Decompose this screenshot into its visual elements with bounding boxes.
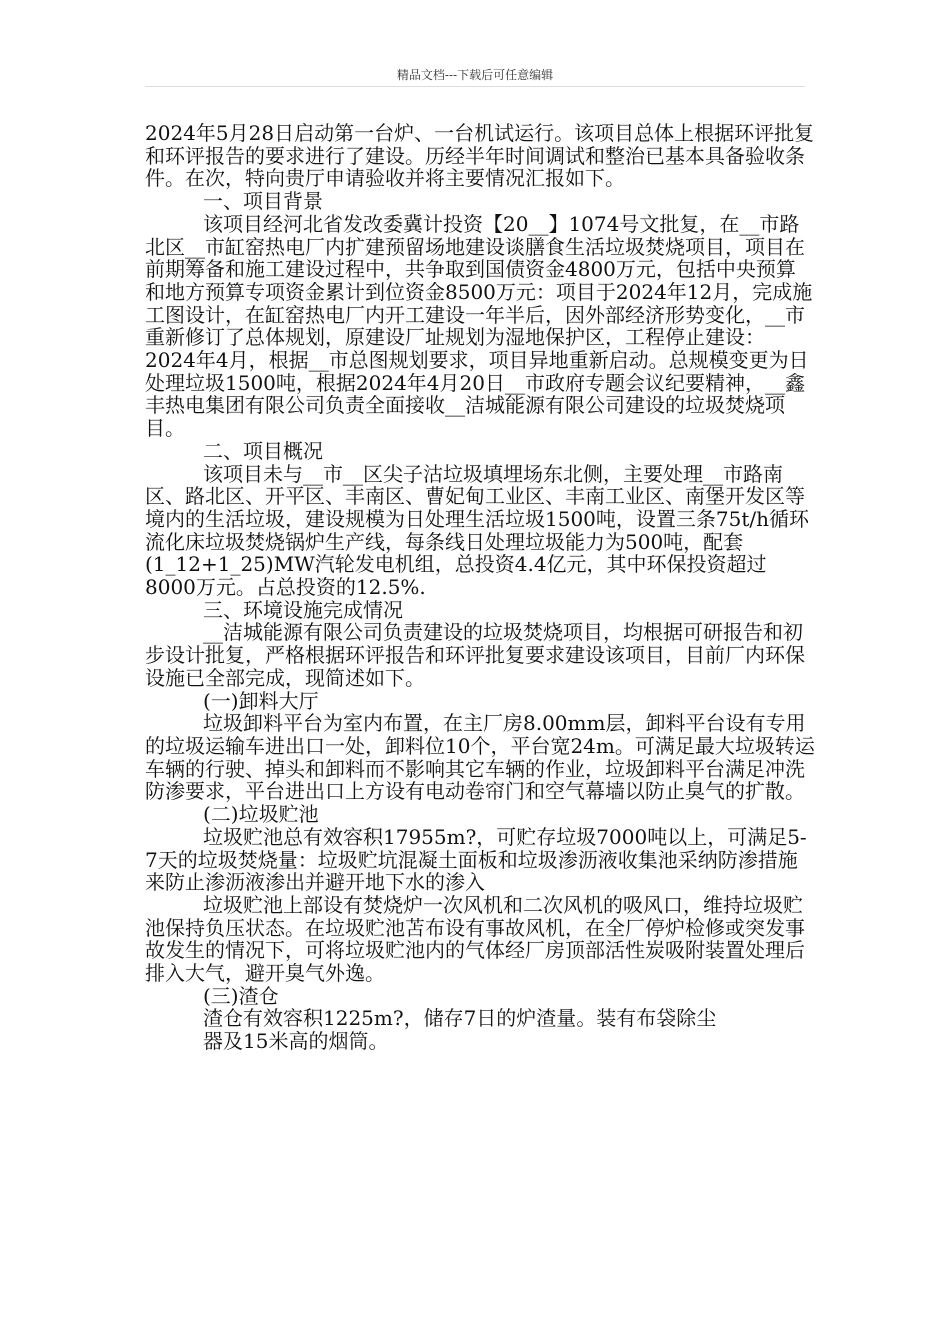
subsection-2-title: (二)垃圾贮池 bbox=[203, 802, 319, 827]
intro-paragraph: 2024年5月28日启动第一台炉、一台机试运行。该项目总体上根据环评批复和环评报告的要求进行了建设。历经半年时间调试和整治已基本具备验收条件。在次，特向贵厅申请验收并将主要情况汇报如下。 bbox=[145, 121, 815, 191]
header-divider bbox=[145, 86, 805, 87]
subsection-3-title: (三)渣仓 bbox=[203, 983, 279, 1008]
section-1-title: 一、项目背景 bbox=[203, 189, 323, 214]
subsection-2-paragraph-1: 垃圾贮池总有效容积17955m?，可贮存垃圾7000吨以上，可满足5-7天的垃圾焚烧量：垃圾贮坑混凝土面板和垃圾渗沥液收集池采纳防渗措施来防止渗沥液渗出并避开地下水的渗入 bbox=[145, 824, 807, 895]
subsection-3-line-1: 渣仓有效容积1225m?，储存7日的炉渣量。装有布袋除尘 bbox=[203, 1006, 717, 1031]
subsection-2-paragraph-2: 垃圾贮池上部设有焚烧炉一次风机和二次风机的吸风口，维持垃圾贮池保持负压状态。在垃圾贮池苫布设有事故风机，在全厂停炉检修或突发事故发生的情况下，可将垃圾贮池内的气体经厂房顶部活性炭吸附装置处理后排入大气，避开臭气外逸。 bbox=[145, 892, 805, 986]
subsection-1-title: (一)卸料大厅 bbox=[203, 688, 319, 713]
subsection-3-line-2: 器及15米高的烟筒。 bbox=[203, 1029, 389, 1054]
section-1-paragraph: 该项目经河北省发改委冀计投资【20__】1074号文批复，在__市路北区__市缸窑热电厂内扩建预留场地建设谈膳食生活垃圾焚烧项目，项目在前期筹备和施工建设过程中，共争取到国债资金4800万元，包括中央预算和地方预算专项资金累计到位资金8500万元：项目于2024年12月，完成施工图设计，在缸窑热电厂内开工建设一年半后，因外部经济形势变化，__市重新修订了总体规划，原建设厂址规划为湿地保护区，工程停止建设：2024年4月，根据__市总图规划要求，项目异地重新启动。总规模变更为日处理垃圾1500吨，根据2024年4月20日__市政府专题会议纪要精神，__鑫丰热电集团有限公司负责全面接收__洁城能源有限公司建设的垃圾焚烧项目。 bbox=[145, 211, 813, 441]
page-header: 精品文档---下载后可任意编辑 bbox=[396, 68, 554, 82]
section-3-paragraph: __洁城能源有限公司负责建设的垃圾焚烧项目，均根据可研报告和初步设计批复，严格根据环评报告和环评批复要求建设该项目，目前厂内环保设施已全部完成，现简述如下。 bbox=[145, 620, 805, 690]
document-body bbox=[145, 122, 815, 1053]
section-2-title: 二、项目概况 bbox=[203, 438, 323, 463]
section-2-paragraph: 该项目未与__市__区尖子沽垃圾填埋场东北侧，主要处理__市路南区、路北区、开平区、丰南区、曹妃甸工业区、丰南工业区、南堡开发区等境内的生活垃圾，建设规模为日处理生活垃圾1500吨，设置三条75t/h循环流化床垃圾焚烧锅炉生产线，每条线日处理垃圾能力为500吨，配套(1_12+1_25)MW汽轮发电机组，总投资4.4亿元，其中环保投资超过8000万元。占总投资的12.5%. bbox=[145, 461, 810, 600]
subsection-1-paragraph: 垃圾卸料平台为室内布置，在主厂房8.00mm层，卸料平台设有专用的垃圾运输车进出口一处，卸料位10个，平台宽24m。可满足最大垃圾转运车辆的行驶、掉头和卸料而不影响其它车辆的作业，垃圾卸料平台满足冲洗防渗要求，平台进出口上方设有电动卷帘门和空气幕墙以防止臭气的扩散。 bbox=[145, 711, 815, 804]
section-3-title: 三、环境设施完成情况 bbox=[203, 597, 403, 622]
